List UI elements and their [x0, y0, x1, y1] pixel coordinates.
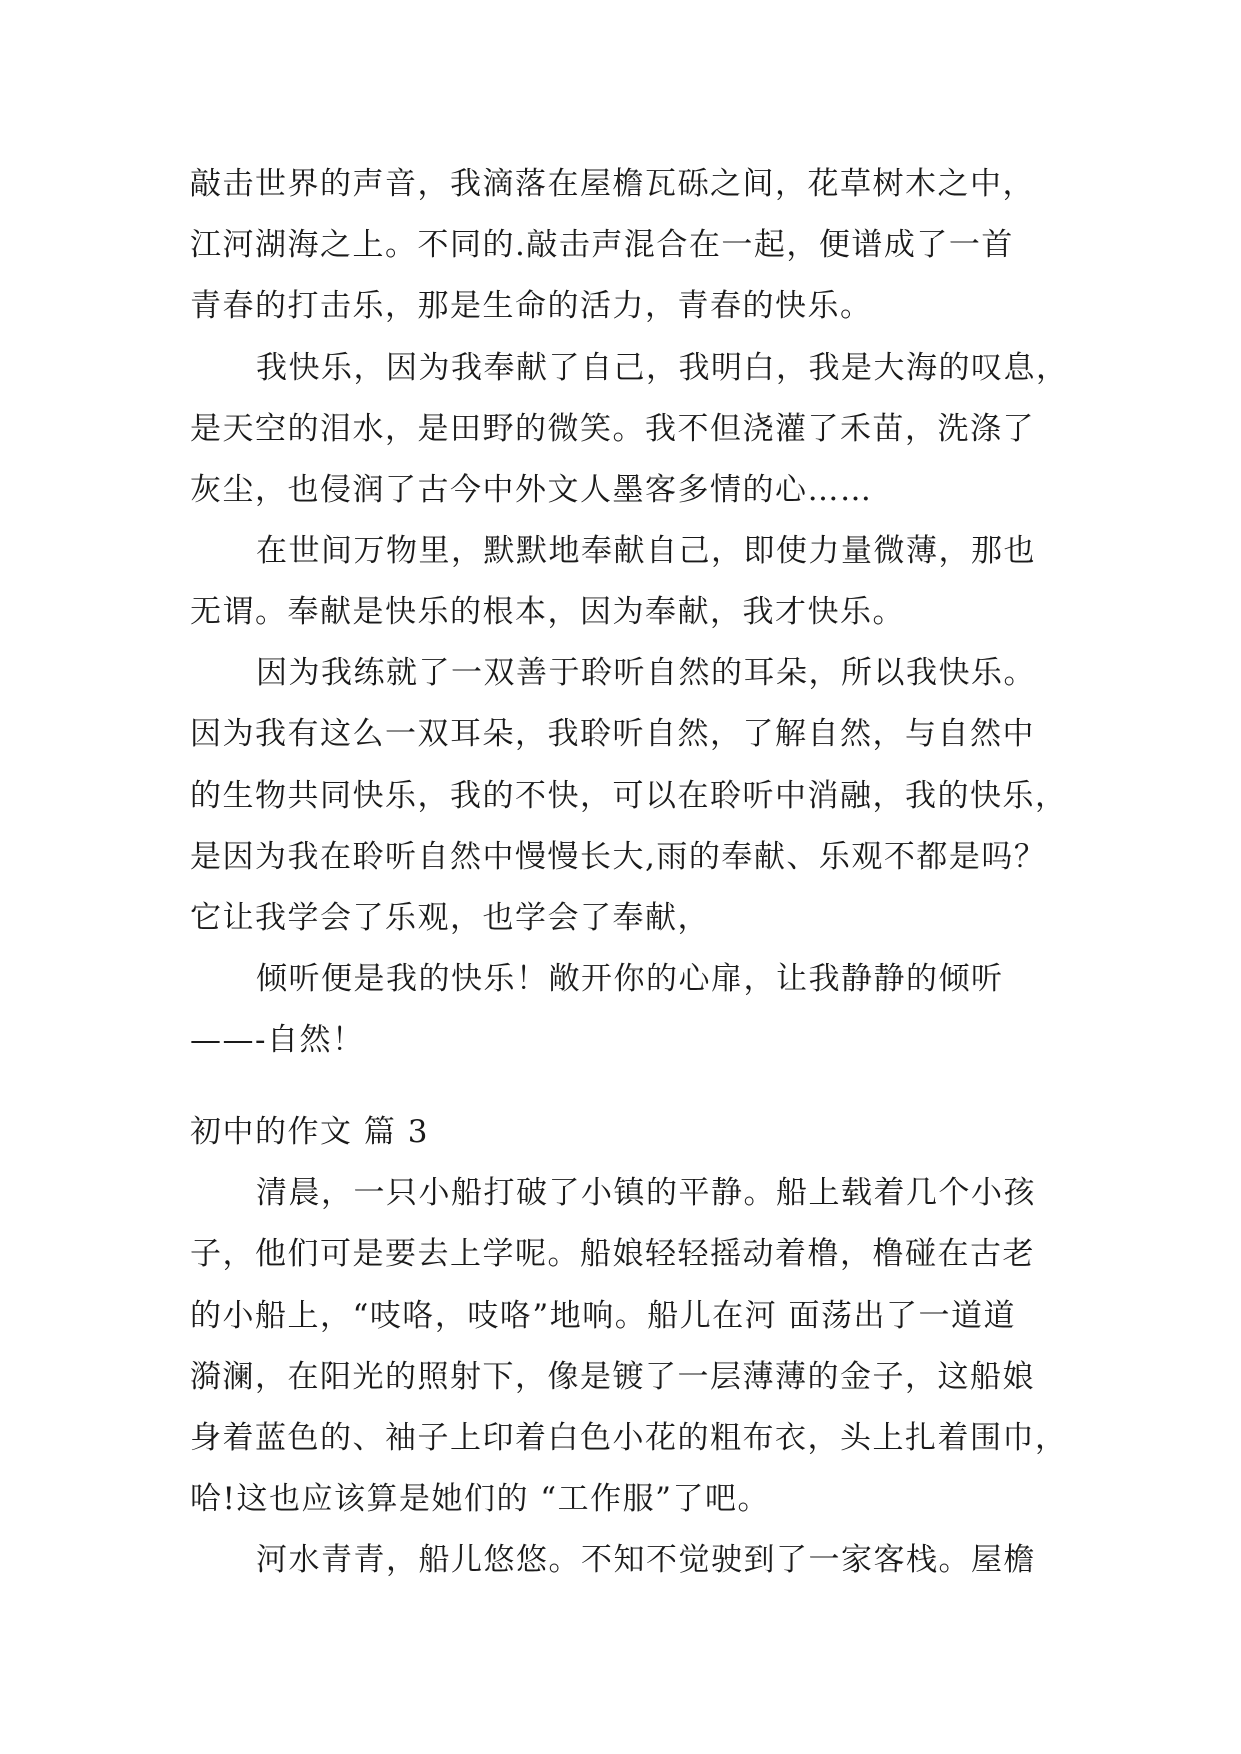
text-line: 在世间万物里，默默地奉献自己，即使力量微薄，那也	[256, 533, 1036, 569]
text-line: 我快乐，因为我奉献了自己，我明白，我是大海的叹息，	[256, 350, 1069, 386]
text-line: 是天空的泪水，是田野的微笑。我不但浇灌了禾苗，洗涤了	[190, 411, 1035, 447]
text-line: 的小船上，“吱咯，吱咯”地响。船儿在河 面荡出了一道道	[190, 1298, 1017, 1334]
text-line: 河水青青，船儿悠悠。不知不觉驶到了一家客栈。屋檐	[256, 1542, 1036, 1578]
text-line: ——-自然！	[190, 1022, 365, 1058]
text-line: 因为我练就了一双善于聆听自然的耳朵，所以我快乐。	[256, 655, 1036, 691]
text-line: 它让我学会了乐观，也学会了奉献，	[190, 900, 710, 936]
text-line: 子，他们可是要去上学呢。船娘轻轻摇动着橹，橹碰在古老	[190, 1236, 1035, 1272]
text-line: 哈!这也应该算是她们的 “工作服”了吧。	[190, 1481, 771, 1517]
text-line: 的生物共同快乐，我的不快，可以在聆听中消融，我的快乐，	[190, 778, 1068, 814]
text-line: 倾听便是我的快乐！敞开你的心扉，让我静静的倾听	[256, 961, 1004, 997]
text-line: 无谓。奉献是快乐的根本，因为奉献，我才快乐。	[190, 594, 905, 630]
text-line: 青春的打击乐，那是生命的活力，青春的快乐。	[190, 288, 873, 324]
text-line: 江河湖海之上。不同的.敲击声混合在一起，便谱成了一首	[190, 227, 1014, 263]
text-line: 漪澜，在阳光的照射下，像是镀了一层薄薄的金子，这船娘	[190, 1359, 1035, 1395]
text-line: 是因为我在聆听自然中慢慢长大,雨的奉献、乐观不都是吗？	[190, 839, 1047, 875]
text-line: 清晨，一只小船打破了小镇的平静。船上载着几个小孩	[256, 1175, 1036, 1211]
text-line: 因为我有这么一双耳朵，我聆听自然，了解自然，与自然中	[190, 716, 1035, 752]
text-line: 身着蓝色的、袖子上印着白色小花的粗布衣，头上扎着围巾，	[190, 1420, 1068, 1456]
text-line: 敲击世界的声音，我滴落在屋檐瓦砾之间，花草树木之中，	[190, 166, 1035, 202]
text-line: 灰尘，也侵润了古今中外文人墨客多情的心……	[190, 472, 873, 508]
section-heading: 初中的作文 篇 3	[190, 1114, 429, 1150]
